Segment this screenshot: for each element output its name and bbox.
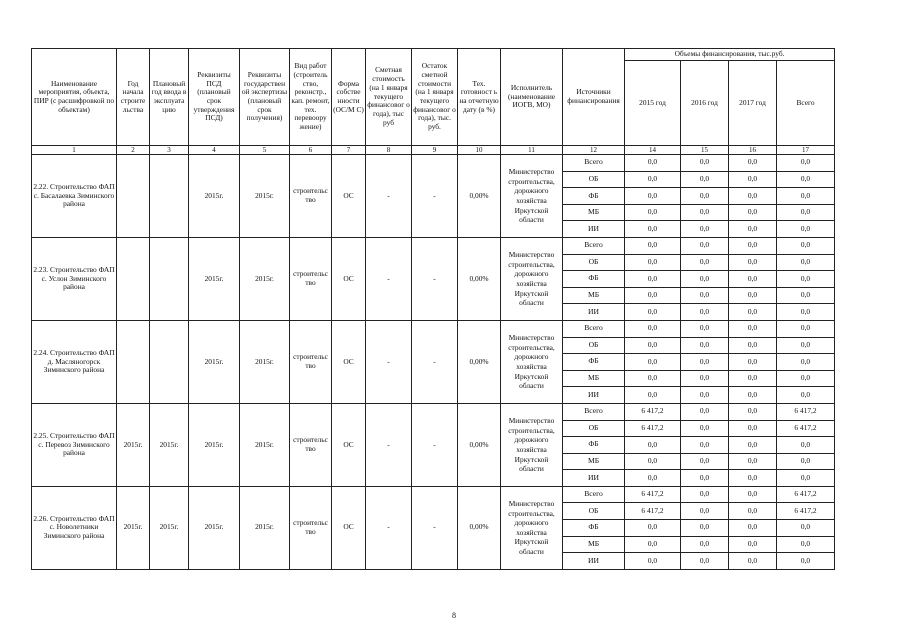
value-2016: 0,0 [681, 403, 729, 420]
commission-year [150, 155, 189, 238]
value-2017: 0,0 [729, 420, 777, 437]
work-type: строительс тво [290, 237, 332, 320]
value-2016: 0,0 [681, 354, 729, 371]
readiness-percent: 0,00% [458, 237, 501, 320]
financing-table [31, 48, 835, 570]
value-2015: 0,0 [625, 271, 681, 288]
value-total: 0,0 [777, 155, 835, 172]
value-2015: 0,0 [625, 536, 681, 553]
value-total: 6 417,2 [777, 420, 835, 437]
value-total: 0,0 [777, 337, 835, 354]
column-number: 5 [240, 146, 290, 155]
remaining-cost: - [412, 320, 458, 403]
column-number: 2 [117, 146, 150, 155]
value-2015: 0,0 [625, 304, 681, 321]
object-name: 2.23. Строительство ФАП с. Услон Зиминского района [32, 237, 117, 320]
page-number: 8 [452, 611, 456, 620]
object-name: 2.22. Строительство ФАП с. Басалаевка Зиминского района [32, 155, 117, 238]
value-2016: 0,0 [681, 437, 729, 454]
value-2017: 0,0 [729, 354, 777, 371]
value-total: 0,0 [777, 237, 835, 254]
value-2017: 0,0 [729, 204, 777, 221]
value-2017: 0,0 [729, 553, 777, 570]
work-type: строительс тво [290, 320, 332, 403]
value-2015: 0,0 [625, 553, 681, 570]
funding-source: ОБ [563, 337, 625, 354]
value-total: 6 417,2 [777, 403, 835, 420]
value-2017: 0,0 [729, 453, 777, 470]
value-2017: 0,0 [729, 337, 777, 354]
header-total: Всего [777, 61, 835, 146]
value-2016: 0,0 [681, 470, 729, 487]
funding-source: ФБ [563, 354, 625, 371]
value-2016: 0,0 [681, 387, 729, 404]
column-number: 8 [366, 146, 412, 155]
value-2015: 6 417,2 [625, 420, 681, 437]
remaining-cost: - [412, 237, 458, 320]
header-funding-source: Источники финансирования [563, 49, 625, 146]
value-2015: 0,0 [625, 237, 681, 254]
executor-name: Министерство строительства, дорожного хозяйства Иркутской области [501, 320, 563, 403]
value-total: 0,0 [777, 171, 835, 188]
start-year [117, 320, 150, 403]
header-psd: Реквизиты ПСД (плановый срок утверждения ПСД) [189, 49, 240, 146]
executor-name: Министерство строительства, дорожного хозяйства Иркутской области [501, 403, 563, 486]
object-name: 2.24. Строительство ФАП д. Масляногорск Зиминского района [32, 320, 117, 403]
readiness-percent: 0,00% [458, 155, 501, 238]
estimated-cost: - [366, 237, 412, 320]
value-2015: 0,0 [625, 520, 681, 537]
value-2015: 0,0 [625, 337, 681, 354]
value-2017: 0,0 [729, 188, 777, 205]
header-ownership: Форма собстве нности (ОС/М С) [332, 49, 366, 146]
psd-date: 2015г. [189, 486, 240, 569]
column-number: 7 [332, 146, 366, 155]
ownership-form: ОС [332, 155, 366, 238]
value-2016: 0,0 [681, 304, 729, 321]
funding-source: ФБ [563, 188, 625, 205]
header-year-2017: 2017 год [729, 61, 777, 146]
value-total: 6 417,2 [777, 486, 835, 503]
value-2016: 0,0 [681, 221, 729, 238]
header-executor: Исполнитель (наименование ИОГВ, МО) [501, 49, 563, 146]
ownership-form: ОС [332, 237, 366, 320]
funding-source: МБ [563, 287, 625, 304]
value-total: 0,0 [777, 520, 835, 537]
executor-name: Министерство строительства, дорожного хозяйства Иркутской области [501, 155, 563, 238]
object-name: 2.25. Строительство ФАП с. Перевоз Зиминского района [32, 403, 117, 486]
column-number: 6 [290, 146, 332, 155]
column-number: 12 [563, 146, 625, 155]
value-2016: 0,0 [681, 287, 729, 304]
value-2017: 0,0 [729, 486, 777, 503]
column-number: 10 [458, 146, 501, 155]
value-total: 0,0 [777, 254, 835, 271]
value-2017: 0,0 [729, 470, 777, 487]
commission-year: 2015г. [150, 403, 189, 486]
start-year [117, 155, 150, 238]
value-2017: 0,0 [729, 221, 777, 238]
value-total: 0,0 [777, 287, 835, 304]
funding-source: Всего [563, 403, 625, 420]
funding-source: ФБ [563, 437, 625, 454]
object-name: 2.26. Строительство ФАП с. Новолетники Зиминского района [32, 486, 117, 569]
estimated-cost: - [366, 403, 412, 486]
estimated-cost: - [366, 320, 412, 403]
value-2016: 0,0 [681, 171, 729, 188]
expertise-date: 2015г. [240, 486, 290, 569]
funding-source: ИИ [563, 304, 625, 321]
funding-source: ИИ [563, 553, 625, 570]
value-2015: 0,0 [625, 188, 681, 205]
value-2016: 0,0 [681, 155, 729, 172]
value-2017: 0,0 [729, 287, 777, 304]
psd-date: 2015г. [189, 320, 240, 403]
value-2015: 6 417,2 [625, 486, 681, 503]
header-year-2016: 2016 год [681, 61, 729, 146]
executor-name: Министерство строительства, дорожного хозяйства Иркутской области [501, 486, 563, 569]
value-2016: 0,0 [681, 320, 729, 337]
work-type: строительс тво [290, 486, 332, 569]
value-total: 0,0 [777, 536, 835, 553]
value-total: 0,0 [777, 304, 835, 321]
value-2015: 0,0 [625, 387, 681, 404]
funding-source: ИИ [563, 221, 625, 238]
value-total: 0,0 [777, 453, 835, 470]
remaining-cost: - [412, 155, 458, 238]
expertise-date: 2015г. [240, 403, 290, 486]
remaining-cost: - [412, 403, 458, 486]
funding-source: ФБ [563, 520, 625, 537]
start-year: 2015г. [117, 486, 150, 569]
work-type: строительс тво [290, 403, 332, 486]
expertise-date: 2015г. [240, 320, 290, 403]
value-total: 6 417,2 [777, 503, 835, 520]
value-2017: 0,0 [729, 403, 777, 420]
funding-source: МБ [563, 204, 625, 221]
column-number: 17 [777, 146, 835, 155]
value-2016: 0,0 [681, 204, 729, 221]
column-number: 3 [150, 146, 189, 155]
value-2015: 0,0 [625, 370, 681, 387]
value-2017: 0,0 [729, 171, 777, 188]
expertise-date: 2015г. [240, 155, 290, 238]
value-2017: 0,0 [729, 304, 777, 321]
funding-source: МБ [563, 536, 625, 553]
value-2015: 6 417,2 [625, 503, 681, 520]
value-total: 0,0 [777, 370, 835, 387]
start-year: 2015г. [117, 403, 150, 486]
value-2015: 6 417,2 [625, 403, 681, 420]
value-total: 0,0 [777, 354, 835, 371]
value-2017: 0,0 [729, 271, 777, 288]
readiness-percent: 0,00% [458, 403, 501, 486]
funding-source: ИИ [563, 387, 625, 404]
ownership-form: ОС [332, 403, 366, 486]
value-2017: 0,0 [729, 320, 777, 337]
column-number: 1 [32, 146, 117, 155]
funding-source: Всего [563, 237, 625, 254]
column-number: 4 [189, 146, 240, 155]
value-2017: 0,0 [729, 155, 777, 172]
value-2017: 0,0 [729, 370, 777, 387]
value-2017: 0,0 [729, 536, 777, 553]
commission-year [150, 237, 189, 320]
value-2015: 0,0 [625, 320, 681, 337]
value-2016: 0,0 [681, 536, 729, 553]
work-type: строительс тво [290, 155, 332, 238]
value-2017: 0,0 [729, 437, 777, 454]
value-total: 0,0 [777, 387, 835, 404]
expertise-date: 2015г. [240, 237, 290, 320]
table-row [32, 320, 835, 337]
value-2017: 0,0 [729, 520, 777, 537]
header-name: Наименование мероприятия, объекта, ПИР (с расшифровкой по объектам) [32, 49, 117, 146]
psd-date: 2015г. [189, 237, 240, 320]
estimated-cost: - [366, 155, 412, 238]
value-2016: 0,0 [681, 271, 729, 288]
header-readiness: Тех. готовност ь на отчетную дату (в %) [458, 49, 501, 146]
value-2015: 0,0 [625, 354, 681, 371]
funding-source: МБ [563, 370, 625, 387]
start-year [117, 237, 150, 320]
funding-source: ОБ [563, 171, 625, 188]
header-remaining-cost: Остаток сметной стоимости (на 1 января текущего финансовог о года), тыс. руб. [412, 49, 458, 146]
header-estimated-cost: Сметная стоимость (на 1 января текущего финансовог о года), тыс руб [366, 49, 412, 146]
value-total: 0,0 [777, 470, 835, 487]
value-2016: 0,0 [681, 503, 729, 520]
value-2016: 0,0 [681, 370, 729, 387]
table-row [32, 155, 835, 172]
value-2016: 0,0 [681, 337, 729, 354]
value-2017: 0,0 [729, 387, 777, 404]
value-total: 0,0 [777, 437, 835, 454]
value-2016: 0,0 [681, 453, 729, 470]
value-2017: 0,0 [729, 503, 777, 520]
ownership-form: ОС [332, 486, 366, 569]
value-2015: 0,0 [625, 204, 681, 221]
funding-source: Всего [563, 320, 625, 337]
table-row [32, 486, 835, 503]
value-2015: 0,0 [625, 437, 681, 454]
remaining-cost: - [412, 486, 458, 569]
value-total: 0,0 [777, 188, 835, 205]
commission-year: 2015г. [150, 486, 189, 569]
table-row [32, 237, 835, 254]
column-numbers-row [32, 146, 835, 155]
funding-source: ОБ [563, 503, 625, 520]
value-2016: 0,0 [681, 237, 729, 254]
value-total: 0,0 [777, 320, 835, 337]
value-2015: 0,0 [625, 470, 681, 487]
table-row [32, 403, 835, 420]
readiness-percent: 0,00% [458, 486, 501, 569]
header-start-year: Год начала строите льства [117, 49, 150, 146]
funding-source: Всего [563, 486, 625, 503]
value-2015: 0,0 [625, 171, 681, 188]
value-total: 0,0 [777, 271, 835, 288]
header-work-type: Вид работ (строитель ство, реконстр., кап. ремонт, тех. перевоору жение) [290, 49, 332, 146]
header-commission-year: Плановый год ввода в эксплуата цию [150, 49, 189, 146]
header-year-2015: 2015 год [625, 61, 681, 146]
value-2017: 0,0 [729, 254, 777, 271]
value-2016: 0,0 [681, 188, 729, 205]
value-2015: 0,0 [625, 287, 681, 304]
column-number: 9 [412, 146, 458, 155]
commission-year [150, 320, 189, 403]
header-funding-volumes: Объемы финансирования, тыс.руб. [625, 49, 835, 61]
funding-source: ОБ [563, 420, 625, 437]
value-2016: 0,0 [681, 520, 729, 537]
funding-source: ИИ [563, 470, 625, 487]
column-number: 14 [625, 146, 681, 155]
column-number: 16 [729, 146, 777, 155]
estimated-cost: - [366, 486, 412, 569]
value-2016: 0,0 [681, 420, 729, 437]
value-2017: 0,0 [729, 237, 777, 254]
value-2015: 0,0 [625, 155, 681, 172]
value-total: 0,0 [777, 221, 835, 238]
executor-name: Министерство строительства, дорожного хозяйства Иркутской области [501, 237, 563, 320]
column-number: 15 [681, 146, 729, 155]
value-total: 0,0 [777, 553, 835, 570]
ownership-form: ОС [332, 320, 366, 403]
value-2016: 0,0 [681, 254, 729, 271]
psd-date: 2015г. [189, 403, 240, 486]
funding-source: Всего [563, 155, 625, 172]
funding-source: ОБ [563, 254, 625, 271]
funding-source: МБ [563, 453, 625, 470]
readiness-percent: 0,00% [458, 320, 501, 403]
value-2016: 0,0 [681, 553, 729, 570]
value-2016: 0,0 [681, 486, 729, 503]
funding-source: ФБ [563, 271, 625, 288]
header-expertise: Реквизиты государствен ой экспертизы (плановый срок получения) [240, 49, 290, 146]
column-number: 11 [501, 146, 563, 155]
value-2015: 0,0 [625, 221, 681, 238]
value-total: 0,0 [777, 204, 835, 221]
value-2015: 0,0 [625, 453, 681, 470]
value-2015: 0,0 [625, 254, 681, 271]
psd-date: 2015г. [189, 155, 240, 238]
